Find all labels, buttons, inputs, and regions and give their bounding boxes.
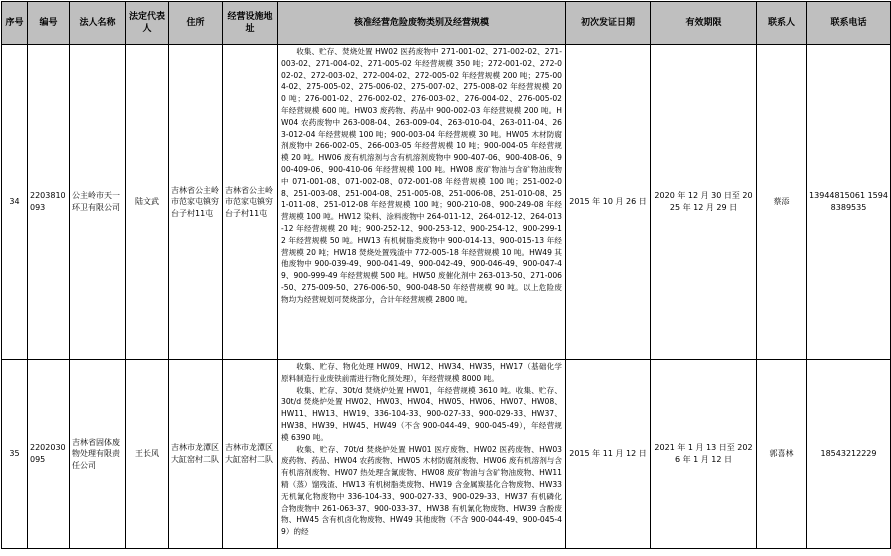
cell-validity: 2020 年 12 月 30 日至 2025 年 12 月 29 日 [651, 45, 757, 360]
header-code: 编号 [28, 2, 70, 45]
cell-legal-name: 公主岭市天一环卫有限公司 [70, 45, 126, 360]
cell-scope [278, 45, 566, 360]
cell-address: 吉林市龙潭区大缸窑村二队 [169, 360, 223, 549]
scope-paragraph: 收集、贮存、物化处理 HW09、HW12、HW34、HW35，HW17（基础化学原料制造行业废铁前需进行物化预处理），年经营规模 8000 吨。 [281, 362, 562, 383]
cell-code: 2202030095 [28, 360, 70, 549]
scope-paragraph: 收集、贮存、焚烧处置 HW02 医药废物中 271-001-02、271-002-02、271-003-02、271-004-02、271-005-02 年经营规模 350 吨；272-001-02、272-002-02、272-003-02、272-004-02、272-005-02 年经营规模 200 吨；275-004-02、275-005-02、275-006-02、275-007-02、275-008-02 年经营规模 200 吨；276-001-02、276-002-02、276-003-02、276-004-02、276-005-02 年经营规模 600 吨。HW03 废药物、药品中 900-002-03 年经营规模 200 吨。HW04 农药废物中 263-008-04、263-009-04、263-010-04、263-011-04、263-012-04 年经营规模 100 吨；900-003-04 年经营规模 30 吨。HW05 木材防腐剂废物中 266-002-05、266-003-05 年经营规模 10 吨；900-004-05 年经营规模 20 吨。HW06 废有机溶剂与含有机溶剂废物中 900-407-06、900-408-06、900-409-06、900-410-06 年经营规模 100 吨。HW08 废矿物油与含矿物油废物中 071-001-08、071-002-08、072-001-08 年经营规模 100 吨；251-002-08、251-003-08、251-004-08、251-005-08、251-006-08、251-010-08、251-011-08、251-012-08 年经营规模 100 吨；900-210-08、900-249-08 年经营规模 100 吨。HW12 染料、涂料废物中 264-011-12、264-012-12、264-013-12 年经营规模 20 吨；900-252-12、900-253-12、900-254-12、900-299-12 年经营规模 50 吨。HW13 有机树脂类废物中 900-014-13、900-015-13 年经营规模 20 吨；HW18 焚烧处置残渣中 772-005-18 年经营规模 10 吨。HW49 其他废物中 900-039-49、900-041-49、900-042-49、900-046-49、900-047-49、900-999-49 年经营规模 500 吨。HW50 废催化剂中 263-013-50、271-006-50、275-009-50、276-006-50、900-048-50 年经营规模 90 吨。以上危险废物均为经营规划可焚烧部分，合计年经营规模 2800 吨。 [281, 47, 562, 304]
header-first-issue-date: 初次发证日期 [566, 2, 651, 45]
cell-first-issue-date: 2015 年 11 月 12 日 [566, 360, 651, 549]
header-legal-rep: 法定代表人 [126, 2, 169, 45]
cell-address: 吉林省公主岭市范家屯镇穷台子村11屯 [169, 45, 223, 360]
cell-contact: 蔡添 [757, 45, 807, 360]
header-row [2, 2, 891, 45]
header-scope: 核准经营危险废物类别及经营规模 [278, 2, 566, 45]
table-row [2, 360, 891, 549]
cell-first-issue-date: 2015 年 10 月 26 日 [566, 45, 651, 360]
cell-seq: 35 [2, 360, 28, 549]
cell-legal-rep: 陆文武 [126, 45, 169, 360]
cell-facility-address: 吉林市龙潭区大缸窑村二队 [223, 360, 278, 549]
header-legal-name: 法人名称 [70, 2, 126, 45]
header-phone: 联系电话 [807, 2, 891, 45]
header-contact: 联系人 [757, 2, 807, 45]
cell-code: 2203810093 [28, 45, 70, 360]
header-validity: 有效期限 [651, 2, 757, 45]
cell-phone: 18543212229 [807, 360, 891, 549]
scope-paragraph: 收集、贮存、70t/d 焚烧炉处置 HW01 医疗废物、HW02 医药废物、HW03 废药物、药品、HW04 农药废物、HW05 木材防腐剂废物、HW06 废有机溶剂与含有机溶剂废物、HW07 热处理含氰废物、HW08 废矿物油与含矿物油废物、HW11 精（蒸）馏残渣、HW13 有机树脂类废物、HW19 含金属羰基化合物废物、HW33 无机氰化物废物中 336-104-33、900-027-33、900-029-33、HW37 有机磷化合物废物中 261-063-37、900-033-37、HW38 有机氰化物废物、HW39 含酚废物、HW45 含有机卤化物废物、HW49 其他废物（不含 900-044-49、900-045-49）的经 [281, 444, 562, 537]
cell-validity: 2021 年 1 月 13 日至 2026 年 1 月 12 日 [651, 360, 757, 549]
cell-scope [278, 360, 566, 549]
cell-legal-name: 吉林省固体废物处理有限责任公司 [70, 360, 126, 549]
cell-phone: 13944815061 15948389535 [807, 45, 891, 360]
cell-legal-rep: 王长风 [126, 360, 169, 549]
header-address: 住所 [169, 2, 223, 45]
cell-contact: 郭喜林 [757, 360, 807, 549]
cell-seq: 34 [2, 45, 28, 360]
hazardous-waste-permit-table [1, 1, 891, 549]
scope-paragraph: 收集、贮存、30t/d 焚烧炉处置 HW01，年经营规模 3610 吨。收集、贮存、30t/d 焚烧炉处置 HW02、HW03、HW04、HW05、HW06、HW07、HW08、HW11、HW13、HW19、336-104-33、900-027-33、900-029-33、HW37、HW38、HW39、HW45、HW49（不含 900-044-49、900-045-49），年经营规模 6390 吨。 [281, 385, 562, 442]
header-facility-address: 经营设施地址 [223, 2, 278, 45]
cell-facility-address: 吉林省公主岭市范家屯镇穷台子村11屯 [223, 45, 278, 360]
header-seq: 序号 [2, 2, 28, 45]
table-row [2, 45, 891, 360]
